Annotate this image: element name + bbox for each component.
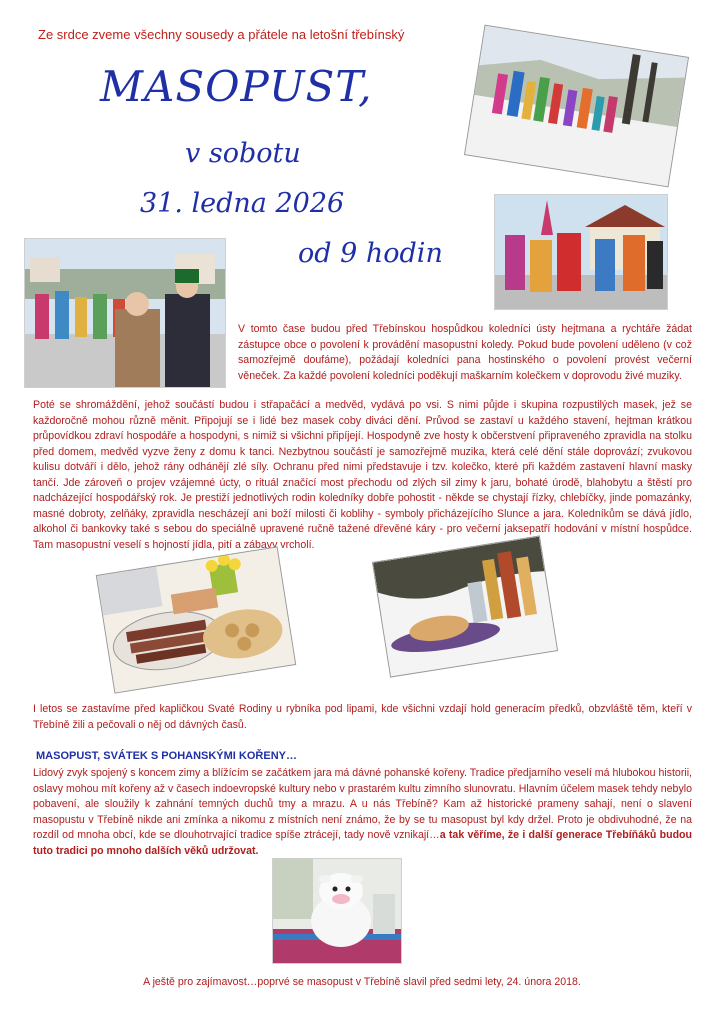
photo-table-bottles-snow: [372, 535, 558, 677]
roots-text: Lidový zvyk spojený s koncem zimy a blížícím se začátkem jara má dávné pohanské kořeny. Tradice předjarního veselí má hlubokou historii, oslavy mohou mít kořeny až v časech indoevropské kultury nebo v prastarém kultu zimního slunovratu. Hlavním účelem masek tehdy nebylo pobavení, ale sloužily k zahnání temných duchů tmy a mrazu. A u nás Třebíně? Kam až historické prameny sahají, není o slavení masopustu v Třebíně nikde ani zmínka a nikomu z místních není známo, že by se tu masopust byl kdy držel. Proto je obdivuhodné, že na rozdíl od mnoha obcí, kde se dlouhotrvající tradice spíše ztrácejí, tady nově vznikají…: [33, 767, 692, 841]
procession-paragraph: Poté se shromáždění, jehož součástí budou i střapačácí a medvěd, vydává po vsi. S nimi půjde i skupina rozpustilých masek, jež se každoročně mohou různě měnit. Připojují se i lidé bez masek coby diváci dění. Průvod se zastaví u každého stavení, hejtman krátkou průpovídkou zdraví hospodáře a hospodyni, s nimiž si všichni připíjejí. Hospodyně zve hosty k občerstvení připraveného zpravidla na stolku před domem, medvěd vyzve ženy z domu k tanci. Nezbytnou součástí je samozřejmě muzika, která celé dění stále doprovází; zvukovou kulisu dotváří i dělo, jehož rány odhánějí zlé síly. Ochranu před nimi představuje i tzv. kolečko, které při každém zastavení hlavní masky tančí. Jde zároveň o projev vzájemné úcty, o rituál značící most přechodu od zlých sil zimy k jaru, bohaté úrodě, blahobytu a štěstí pro nadcházející hospodářský rok. Je prestiží jednotlivých rodin koledníky dobře pohostit - někde se chystají řízky, chlebíčky, jinde pomazánky, masné dobroty, zelňáky, zpravidla nescházejí ani boží milosti či koblihy - symboly přicházejícího Slunce a jara. Koledníkům se dává jídlo, alkohol či bankovky také s sebou do speciálně upravené ručně tažené dřevěné káry - pro večerní jaksepatří hodování v místní hospůdce. Tam masopustní veselí s hojností jídla, pití a zábavy vrcholí.: [33, 399, 692, 551]
roots-heading: MASOPUST, SVÁTEK S POHANSKÝMI KOŘENY…: [36, 750, 297, 762]
photo-hejtman-and-masks: [24, 238, 226, 388]
event-day: v sobotu: [185, 138, 301, 169]
photo-white-cow-toy: [272, 858, 402, 964]
roots-closing-bold: a tak věříme, že i další generace Třebíňáků budou tuto tradici po mnoho dalších věků udržovat.: [33, 829, 693, 857]
invitation-line: Ze srdce zveme všechny sousedy a přátele na letošní třebínský: [38, 27, 405, 42]
photo-masks-village-houses: [494, 194, 668, 310]
footer-note: A ještě pro zajímavost…poprvé se masopust v Třebíně slavil před sedmi lety, 24. února 2018.: [143, 976, 581, 988]
event-time: od 9 hodin: [298, 238, 443, 269]
photo-masks-snow-procession: [464, 25, 689, 188]
chapel-paragraph: I letos se zastavíme před kapličkou Svaté Rodiny u rybníka pod lipami, kde všichni vzdají hold generacím předků, obzvláště těm, kteří v Třebíně žili a pečovali o něj od dávných časů.: [33, 703, 692, 731]
event-title: MASOPUST,: [100, 62, 373, 111]
photo-food-table-daffodils: [96, 546, 297, 693]
event-date: 31. ledna 2026: [140, 188, 345, 219]
intro-paragraph: V tomto čase budou před Třebínskou hospůdkou koledníci ústy hejtmana a rychtáře žádat zástupce obce o povolení k provádění masopustní koledy. Pokud bude povolení uděleno (v což samozřejmě doufáme), požádají koledníci pana hostinského o povolení provést večerní věneček. Za každé povolení koledníci poděkují maškarním kolečkem v doprovodu živé muziky.: [238, 323, 692, 382]
roots-paragraph: [33, 766, 692, 859]
